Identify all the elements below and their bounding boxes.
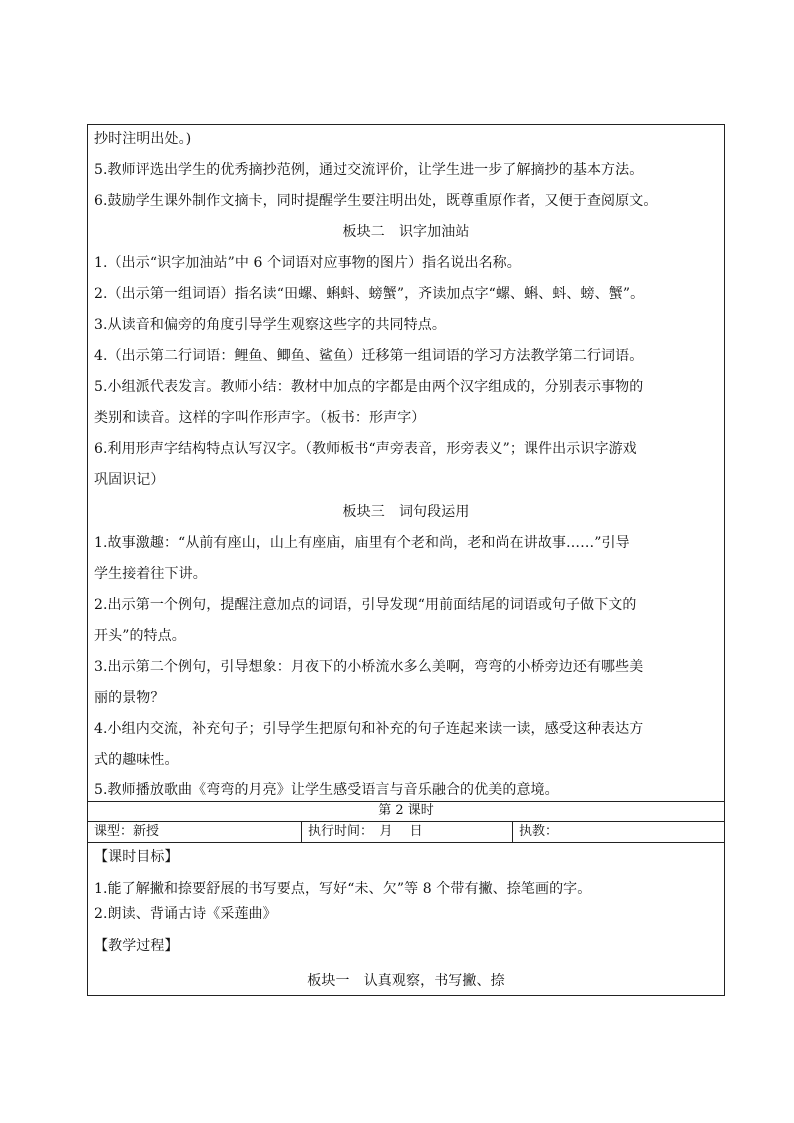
text-line: 类别和读音。这样的字叫作形声字。（板书：形声字） [94,410,426,426]
lesson-type: 课型：新授 [94,824,160,839]
section-heading: 板块二 识字加油站 [342,224,470,240]
text-line: 巩固识记） [94,472,165,488]
lesson-plan-table [87,124,725,996]
column-divider [512,822,513,842]
table-divider [88,821,724,822]
goals-heading: 【课时目标】 [94,849,179,865]
session-title: 第 2 课时 [378,803,434,818]
text-line: 1.（出示“识字加油站”中 6 个词语对应事物的图片）指名说出名称。 [94,255,521,271]
text-line: 2.朗读、背诵古诗《采莲曲》 [94,906,277,922]
text-line: 2.出示第一个例句，提醒注意加点的词语，引导发现“用前面结尾的词语或句子做下文的 [94,597,637,613]
text-line: 3.从读音和偏旁的角度引导学生观察这些字的共同特点。 [94,317,446,333]
text-line: 6.利用形声字结构特点认写汉字。（教师板书“声旁表音，形旁表义”；课件出示识字游戏 [94,441,637,457]
text-line: 1.故事激趣：“从前有座山，山上有座庙，庙里有个老和尚，老和尚在讲故事……”引导 [94,535,630,551]
text-line: 6.鼓励学生课外制作文摘卡，同时提醒学生要注明出处，既尊重原作者，又便于查阅原文。 [94,193,658,209]
text-line: 3.出示第二个例句，引导想象：月夜下的小桥流水多么美啊，弯弯的小桥旁边还有哪些美 [94,659,644,675]
text-line: 开头”的特点。 [94,628,186,644]
text-line: 2.（出示第一组词语）指名读“田螺、蝌蚪、螃蟹”，齐读加点字“螺、蝌、蚪、螃、蟹”。 [94,286,645,302]
text-line: 4.小组内交流，补充句子；引导学生把原句和补充的句子连起来读一读，感受这种表达方 [94,721,644,737]
process-heading: 【教学过程】 [94,938,179,954]
section-heading: 板块一 认真观察，书写撇、捺 [307,973,505,989]
text-line: 4.（出示第二行词语：鲤鱼、鲫鱼、鲨鱼）迁移第一组词语的学习方法教学第二行词语。 [94,348,644,364]
text-line: 学生接着往下讲。 [94,566,207,582]
text-line: 5.小组派代表发言。教师小结：教材中加点的字都是由两个汉字组成的，分别表示事物的 [94,379,644,395]
table-divider [88,842,724,843]
teacher: 执教： [519,824,559,839]
text-line: 式的趣味性。 [94,752,179,768]
execution-time: 执行时间： 月 日 [308,824,423,839]
section-heading: 板块三 词句段运用 [342,504,470,520]
column-divider [301,822,302,842]
text-line: 5.教师评选出学生的优秀摘抄范例，通过交流评价，让学生进一步了解摘抄的基本方法。 [94,162,644,178]
text-line: 5.教师播放歌曲《弯弯的月亮》让学生感受语言与音乐融合的优美的意境。 [94,782,559,798]
text-line: 抄时注明出处。) [94,131,192,147]
text-line: 1.能了解撇和捺要舒展的书写要点，写好“未、欠”等 8 个带有撇、捺笔画的字。 [94,881,592,897]
lesson-steps-cell [88,125,724,801]
text-line: 丽的景物？ [94,690,165,706]
